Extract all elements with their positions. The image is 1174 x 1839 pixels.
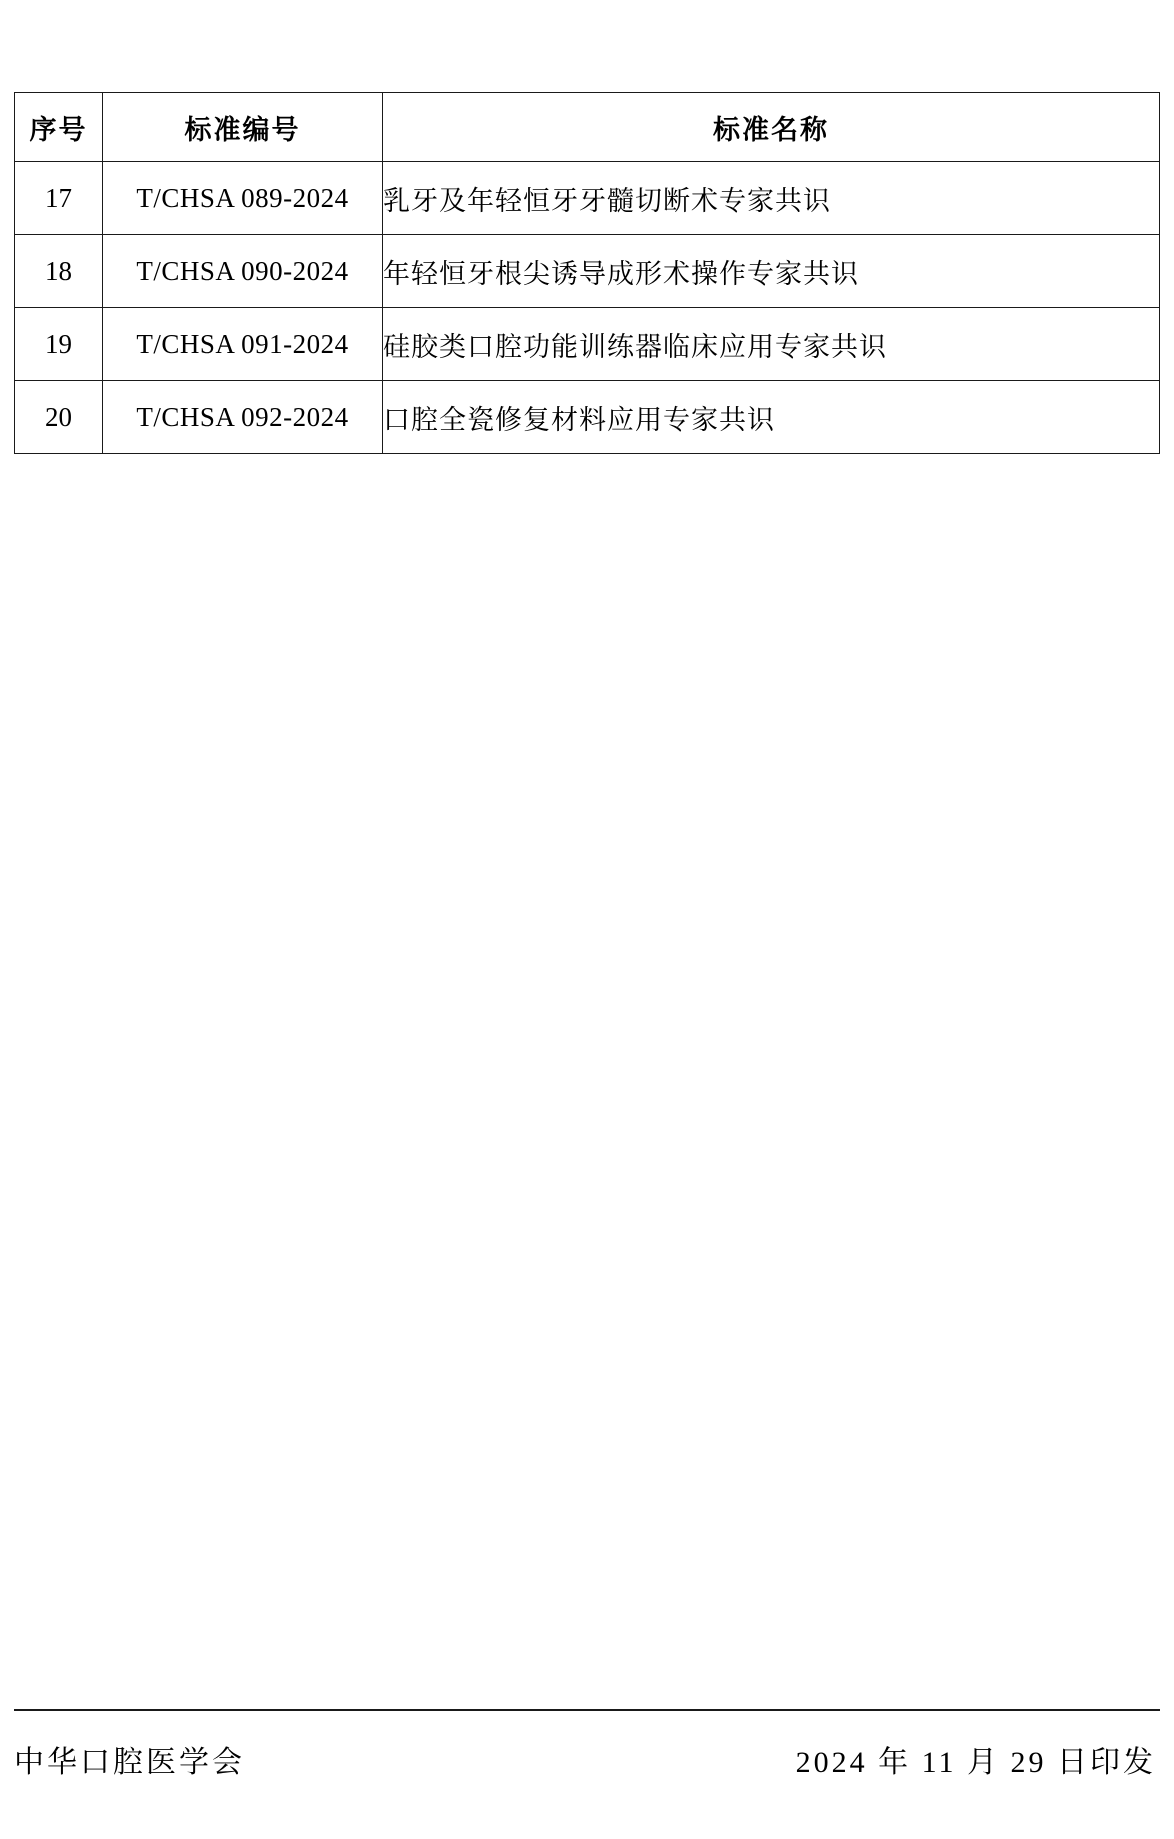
cell-code: T/CHSA 089-2024	[103, 162, 383, 235]
standards-table	[14, 92, 1160, 454]
cell-name: 乳牙及年轻恒牙牙髓切断术专家共识	[383, 162, 1160, 235]
footer-content	[14, 1711, 1160, 1781]
table-row	[15, 162, 1160, 235]
cell-name: 硅胶类口腔功能训练器临床应用专家共识	[383, 308, 1160, 381]
cell-code: T/CHSA 091-2024	[103, 308, 383, 381]
table-row	[15, 235, 1160, 308]
cell-code: T/CHSA 092-2024	[103, 381, 383, 454]
standards-table-container	[14, 92, 1160, 454]
cell-code: T/CHSA 090-2024	[103, 235, 383, 308]
table-row	[15, 308, 1160, 381]
cell-name: 年轻恒牙根尖诱导成形术操作专家共识	[383, 235, 1160, 308]
cell-name: 口腔全瓷修复材料应用专家共识	[383, 381, 1160, 454]
page-footer	[14, 1709, 1160, 1781]
table-header-row	[15, 93, 1160, 162]
column-header-name: 标准名称	[383, 93, 1160, 162]
footer-organization: 中华口腔医学会	[14, 1746, 245, 1779]
column-header-code: 标准编号	[103, 93, 383, 162]
footer-issue-date: 2024 年 11 月 29 日印发	[795, 1746, 1156, 1779]
cell-no: 18	[15, 235, 103, 308]
table-row	[15, 381, 1160, 454]
column-header-no: 序号	[15, 93, 103, 162]
cell-no: 19	[15, 308, 103, 381]
cell-no: 20	[15, 381, 103, 454]
table-header	[15, 93, 1160, 162]
cell-no: 17	[15, 162, 103, 235]
table-body	[15, 162, 1160, 454]
